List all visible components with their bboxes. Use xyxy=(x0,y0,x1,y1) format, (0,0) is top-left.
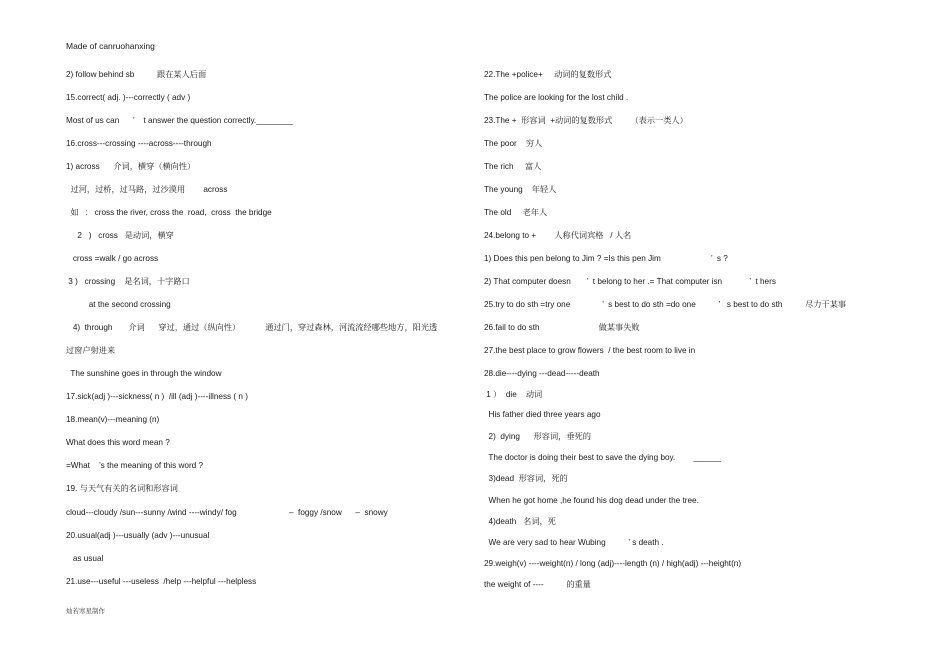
text-line: 1) across 介词，横穿（横向性） xyxy=(66,162,196,171)
text-line: 24.belong to + 人称代词宾格 / 人名 xyxy=(484,231,632,240)
text-line: When he got home ,he found his dog dead under the tree. xyxy=(484,496,699,505)
text-line: 23.The + 形容词 +动词的复数形式 （表示一类人） xyxy=(484,116,688,125)
text-line: The doctor is doing their best to save the dying boy. ______ xyxy=(484,453,721,462)
text-line: 29.weigh(v) ----weight(n) / long (adj)----length (n) / high(adj) ---height(n) xyxy=(484,559,742,568)
text-line: 4) through 介词 穿过，通过（纵向性） 通过门，穿过森林，河流流经哪些地方，阳光透 xyxy=(66,323,438,332)
text-line: 15.correct( adj. )---correctly ( adv ) xyxy=(66,93,191,102)
text-line: His father died three years ago xyxy=(484,410,601,419)
text-line: The old 老年人 xyxy=(484,208,548,217)
text-line: 19. 与天气有关的名词和形容词 xyxy=(66,484,178,493)
text-line: 26.fail to do sth 做某事失败 xyxy=(484,323,640,332)
text-line: cloud---cloudy /sun---sunny /wind ----windy/ fog – foggy /snow – snowy xyxy=(66,508,388,517)
text-line: 3 ) crossing 是名词，十字路口 xyxy=(66,277,190,286)
text-line: 如 : cross the river, cross the road, cross the bridge xyxy=(66,208,272,217)
text-line: 过窗户射进来 xyxy=(66,346,116,355)
text-line: 2) That computer doesn ’ t belong to her .= That computer isn ’ t hers xyxy=(484,277,776,286)
text-line: 4)death 名词，死 xyxy=(484,517,556,526)
text-line: We are very sad to hear Wubing ’ s death . xyxy=(484,538,664,547)
page-footer: 灿若寒星制作 xyxy=(66,608,105,615)
text-line: 22.The +police+ 动词的复数形式 xyxy=(484,70,612,79)
text-line: 2) follow behind sb 跟在某人后面 xyxy=(66,70,207,79)
text-line: 1 ） die 动词 xyxy=(484,390,543,399)
text-line: the weight of ---- 的重量 xyxy=(484,580,591,589)
page-header: Made of canruohanxing xyxy=(66,41,155,51)
text-line: =What ’s the meaning of this word ? xyxy=(66,461,204,470)
text-line: 16.cross---crossing ----across----through xyxy=(66,139,212,148)
text-line: 20.usual(adj )---usually (adv )---unusual xyxy=(66,531,210,540)
text-line: as usual xyxy=(66,554,104,563)
text-line: The poor 穷人 xyxy=(484,139,543,148)
text-line: The rich 富人 xyxy=(484,162,542,171)
text-line: 2 ) cross 是动词，横穿 xyxy=(66,231,174,240)
text-line: cross =walk / go across xyxy=(66,254,159,263)
text-line: at the second crossing xyxy=(66,300,171,309)
text-line: What does this word mean ? xyxy=(66,438,170,447)
text-line: 21.use---useful ---useless /help ---helpful ---helpless xyxy=(66,577,257,586)
text-line: 25.try to do sth =try one ’ s best to do sth =do one ’ s best to do sth 尽力干某事 xyxy=(484,300,847,309)
text-line: 过河，过桥，过马路，过沙漠用 across xyxy=(66,185,228,194)
text-line: The sunshine goes in through the window xyxy=(66,369,222,378)
text-line: The young 年轻人 xyxy=(484,185,557,194)
text-line: 3)dead 形容词，死的 xyxy=(484,474,568,483)
text-line: The police are looking for the lost child . xyxy=(484,93,629,102)
text-line: 27.the best place to grow flowers / the best room to live in xyxy=(484,346,696,355)
text-line: 2) dying 形容词，垂死的 xyxy=(484,432,591,441)
text-line: 17.sick(adj )---sickness( n ) /ill (adj )----illness ( n ) xyxy=(66,392,248,401)
text-line: 1) Does this pen belong to Jim ? =Is this pen Jim ’ s ? xyxy=(484,254,728,263)
text-line: Most of us can ’ t answer the question correctly.________ xyxy=(66,116,293,125)
text-line: 28.die----dying ---dead-----death xyxy=(484,369,600,378)
text-line: 18.mean(v)---meaning (n) xyxy=(66,415,160,424)
